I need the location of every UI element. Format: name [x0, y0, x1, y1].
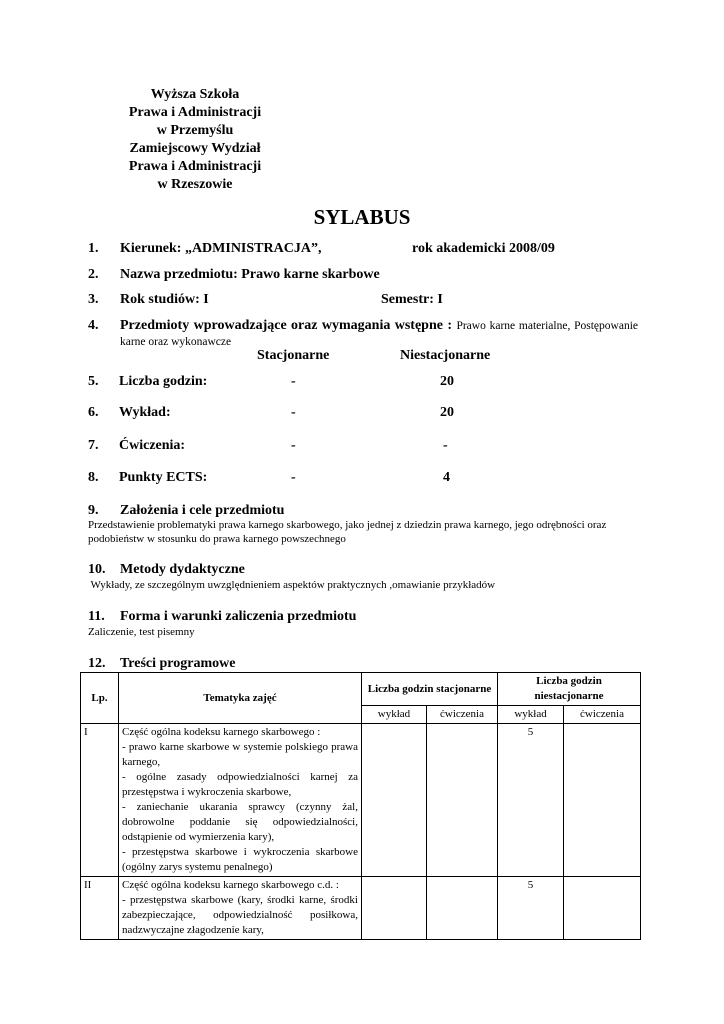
header-line: Wyższa Szkoła [150, 87, 240, 102]
item3-year-of-study: Rok studiów: I [120, 292, 209, 307]
section9-number: 9. [88, 503, 99, 518]
header-line: w Przemyślu [156, 123, 234, 138]
row-stationary-exercises [427, 724, 498, 877]
header-line: w Rzeszowie [157, 177, 233, 192]
col-topic-header: Tematyka zajęć [119, 673, 362, 724]
mode-stationary-header: Stacjonarne [257, 348, 330, 363]
hours-row-nonstationary: 4 [443, 470, 450, 485]
hours-row-nonstationary: 20 [440, 374, 454, 389]
col-stationary-header: Liczba godzin stacjonarne [362, 673, 498, 706]
hours-row-number: 8. [88, 470, 99, 485]
row-topic: Część ogólna kodeksu karnego skarbowego c.d. : - przestępstwa skarbowe (kary, środki karne, środki zabezpieczające, odpowiedzialność posiłkowa, nadzwyczajne złagodzenie kary, [119, 877, 362, 940]
table-header-row [81, 673, 641, 706]
hours-row-stationary: - [291, 470, 296, 485]
page-title: SYLABUS [313, 205, 411, 229]
section12-number: 12. [88, 656, 106, 671]
hours-row-stationary: - [291, 374, 296, 389]
institution-header [105, 86, 285, 194]
row-stationary-exercises [427, 877, 498, 940]
section11-heading: Forma i warunki zaliczenia przedmiotu [120, 609, 357, 624]
hours-row-nonstationary: - [443, 438, 448, 453]
hours-row-number: 6. [88, 405, 99, 420]
col-nonstationary-header: Liczba godzin niestacjonarne [498, 673, 641, 706]
hours-row-nonstationary: 20 [440, 405, 454, 420]
item1-academic-year: rok akademicki 2008/09 [412, 241, 555, 256]
item4-number: 4. [88, 318, 99, 333]
item4-value: Prawo karne materialne, Postępowanie karne oraz wykonawcze [120, 320, 638, 348]
item2-number: 2. [88, 267, 99, 282]
item3-number: 3. [88, 292, 99, 307]
section12-heading: Treści programowe [120, 656, 236, 671]
header-line: Prawa i Administracji [128, 105, 262, 120]
table-row [81, 877, 641, 940]
row-nonstationary-exercises [564, 724, 641, 877]
section11-text: Zaliczenie, test pisemny [88, 626, 195, 638]
sub-exercises-header: ćwiczenia [564, 706, 641, 724]
section11-number: 11. [88, 609, 105, 624]
row-nonstationary-exercises [564, 877, 641, 940]
item4-prerequisites [120, 318, 638, 350]
section10-number: 10. [88, 562, 106, 577]
row-stationary-lecture [362, 724, 427, 877]
item3-semester: Semestr: I [381, 292, 443, 307]
row-nonstationary-lecture: 5 [498, 877, 564, 940]
row-lp: I [81, 724, 119, 877]
item2-course-name: Nazwa przedmiotu: Prawo karne skarbowe [120, 267, 380, 282]
sub-lecture-header: wykład [362, 706, 427, 724]
col-lp-header: Lp. [81, 673, 119, 724]
sub-lecture-header: wykład [498, 706, 564, 724]
section10-text: Wykłady, ze szczególnym uwzględnieniem aspektów praktycznych ,omawianie przykładów [88, 579, 496, 591]
row-lp: II [81, 877, 119, 940]
hours-row-label: Ćwiczenia: [119, 438, 186, 453]
hours-row-stationary: - [291, 405, 296, 420]
hours-row-number: 5. [88, 374, 99, 389]
table-row [81, 724, 641, 877]
program-table [80, 672, 641, 940]
item4-label: Przedmioty wprowadzające oraz wymagania wstępne : [120, 318, 453, 333]
header-line: Zamiejscowy Wydział [129, 141, 261, 156]
row-nonstationary-lecture: 5 [498, 724, 564, 877]
item1-number: 1. [88, 241, 99, 256]
hours-row-stationary: - [291, 438, 296, 453]
hours-row-label: Liczba godzin: [119, 374, 208, 389]
row-stationary-lecture [362, 877, 427, 940]
sub-exercises-header: ćwiczenia [427, 706, 498, 724]
section10-heading: Metody dydaktyczne [120, 562, 245, 577]
mode-nonstationary-header: Niestacjonarne [400, 348, 491, 363]
header-line: Prawa i Administracji [128, 159, 262, 174]
item1-field-of-study: Kierunek: „ADMINISTRACJA”, [120, 241, 322, 256]
section9-text: Przedstawienie problematyki prawa karnego skarbowego, jako jednej z dziedzin prawa karnego, jego odrębności oraz podobieństw w stosunku do prawa karnego powszechnego [88, 519, 607, 545]
hours-row-label: Wykład: [119, 405, 171, 420]
row-topic: Część ogólna kodeksu karnego skarbowego : - prawo karne skarbowe w systemie polskiego prawa karnego, - ogólne zasady odpowiedzialności karnej za przestępstwa i wykroczenia skarbowe, - zaniechanie ukarania sprawcy (czynny żal, dobrowolne poddanie się odpowiedzialności, odstąpienie od wymierzenia kary), - przestępstwa skarbowe i wykroczenia skarbowe (ogólny zarys systemu penalnego) [119, 724, 362, 877]
hours-row-label: Punkty ECTS: [119, 470, 208, 485]
hours-row-number: 7. [88, 438, 99, 453]
section9-heading: Założenia i cele przedmiotu [120, 503, 285, 518]
